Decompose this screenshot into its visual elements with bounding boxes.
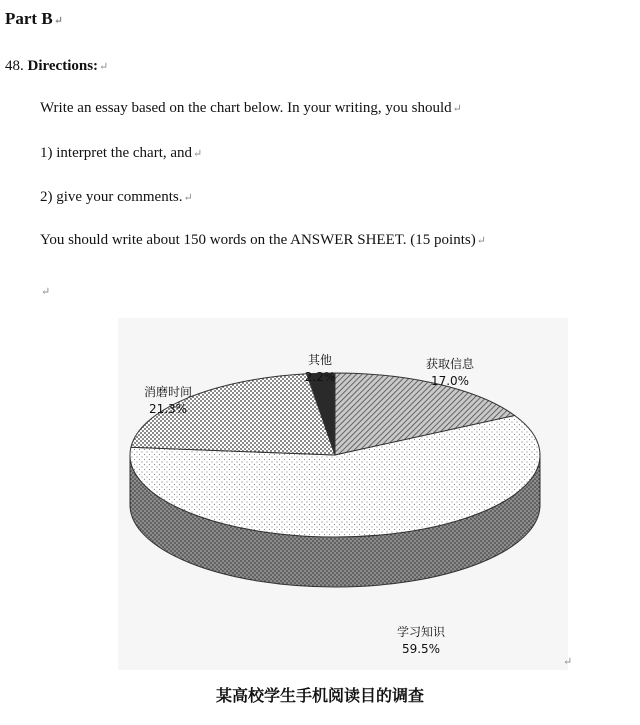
slice-label: 消磨时间 <box>143 385 193 399</box>
chart-title: 某高校学生手机阅读目的调查 <box>215 686 424 705</box>
paragraph-mark: ↵ <box>53 15 63 27</box>
instruction-text: You should write about 150 words on the ANSWER SHEET. (15 points) <box>40 232 476 248</box>
part-title <box>5 10 63 30</box>
pie-chart <box>118 318 568 670</box>
paragraph-mark: ↵ <box>452 103 462 115</box>
paragraph-mark: ↵ <box>193 148 203 160</box>
paragraph-mark: ↵ <box>41 286 51 298</box>
slice-value-label: 59.5% <box>401 642 441 656</box>
slice-label: 其他 <box>307 353 333 367</box>
empty-paragraph <box>40 282 50 301</box>
slice-value-label: 2.2% <box>304 370 336 384</box>
question-number: 48. <box>5 58 24 74</box>
directions-label: Directions: <box>27 58 99 74</box>
instruction-text: 2) give your comments. <box>40 189 183 205</box>
instruction-line <box>40 231 486 250</box>
slice-value-label: 17.0% <box>430 374 470 388</box>
directions-heading <box>5 57 108 76</box>
instruction-line <box>40 99 462 118</box>
part-title-text: Part B <box>5 9 53 28</box>
paragraph-mark: ↵ <box>563 656 573 668</box>
paragraph-mark: ↵ <box>183 192 193 204</box>
paragraph-mark: ↵ <box>99 61 109 73</box>
instruction-line <box>40 188 193 207</box>
slice-label: 学习知识 <box>396 625 446 639</box>
slice-value-label: 21.3% <box>148 402 188 416</box>
pie-chart-svg <box>118 318 568 670</box>
slice-label: 获取信息 <box>425 357 475 371</box>
instruction-text: Write an essay based on the chart below. In your writing, you should <box>40 100 452 116</box>
instruction-line <box>40 144 202 163</box>
instruction-text: 1) interpret the chart, and <box>40 145 193 161</box>
paragraph-mark: ↵ <box>476 235 486 247</box>
